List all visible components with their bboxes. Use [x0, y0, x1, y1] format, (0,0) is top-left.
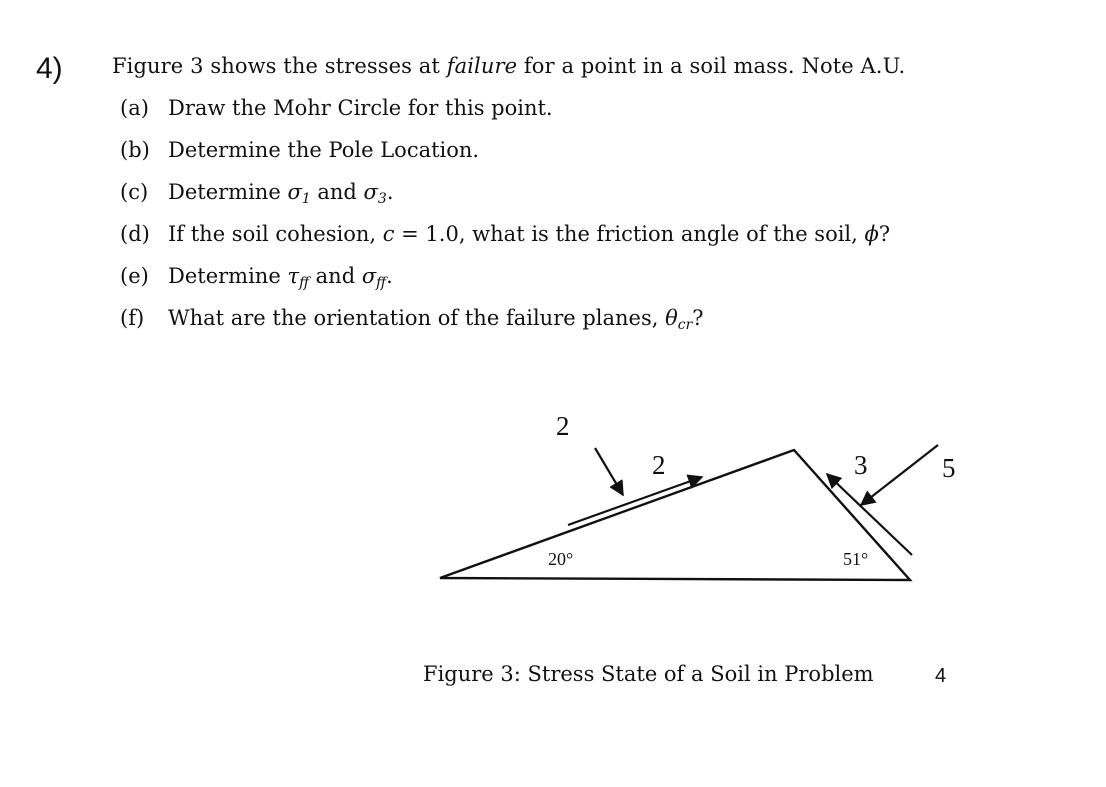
part-label: (c) [120, 180, 149, 204]
normal-stress-arrow-right [861, 445, 938, 505]
symbol-sigma-1: $\sigma_1$ [287, 180, 311, 207]
shear-stress-arrow-right [827, 474, 912, 555]
part-text-pre: Determine [168, 180, 288, 204]
figure-caption: Figure 3: Stress State of a Soil in Problem [423, 662, 874, 686]
problem-statement [112, 54, 905, 79]
part-label: (a) [120, 96, 149, 120]
part-label: (f) [120, 306, 145, 330]
part-text-post: . [386, 264, 393, 288]
part-b [120, 138, 890, 180]
shear-stress-label-left: 2 [652, 450, 666, 480]
normal-stress-arrow-left [595, 448, 623, 495]
intro-suffix: for a point in a soil mass. Note A.U. [517, 54, 906, 78]
part-text-post: . [386, 180, 394, 204]
shear-stress-label-right: 3 [854, 450, 868, 480]
normal-stress-label-right: 5 [942, 453, 956, 483]
soil-element-triangle [440, 450, 910, 580]
part-e [120, 264, 890, 306]
symbol-cohesion: c [382, 222, 395, 246]
part-text: Determine the Pole Location. [168, 138, 480, 162]
part-d [120, 222, 890, 264]
part-text-post: ? [878, 222, 891, 246]
part-text-pre: What are the orientation of the failure planes, [168, 306, 666, 330]
soil-element-diagram [420, 405, 980, 605]
symbol-sigma-3: $\sigma_3$ [363, 180, 387, 207]
normal-stress-label-left: 2 [556, 411, 570, 441]
angle-label-20: 20° [548, 549, 574, 569]
angle-label-51: 51° [843, 549, 869, 569]
symbol-theta-cr: $\theta_{cr}$ [665, 306, 693, 333]
part-a [120, 96, 890, 138]
part-label: (d) [120, 222, 150, 246]
stress-figure [420, 405, 980, 605]
part-label: (b) [120, 138, 150, 162]
problem-number: 4) [36, 52, 63, 85]
symbol-tau-ff: $\tau_{ff}$ [287, 264, 309, 291]
part-text-mid: and [310, 180, 364, 204]
part-text-mid: = 1.0, what is the friction angle of the soil, [394, 222, 865, 246]
question-parts [120, 96, 890, 348]
figure-caption-number: 4 [935, 665, 947, 687]
symbol-sigma-ff: $\sigma_{ff}$ [361, 264, 387, 291]
part-c [120, 180, 890, 222]
intro-emphasis: failure [446, 54, 518, 78]
part-f [120, 306, 890, 348]
symbol-phi: ϕ [864, 222, 879, 246]
shear-stress-arrow-left [568, 477, 702, 525]
part-text-mid: and [308, 264, 362, 288]
part-text-pre: Determine [168, 264, 288, 288]
part-text-post: ? [692, 306, 704, 330]
part-label: (e) [120, 264, 149, 288]
part-text-pre: If the soil cohesion, [168, 222, 383, 246]
intro-prefix: Figure 3 shows the stresses at [112, 54, 447, 78]
part-text: Draw the Mohr Circle for this point. [168, 96, 553, 120]
